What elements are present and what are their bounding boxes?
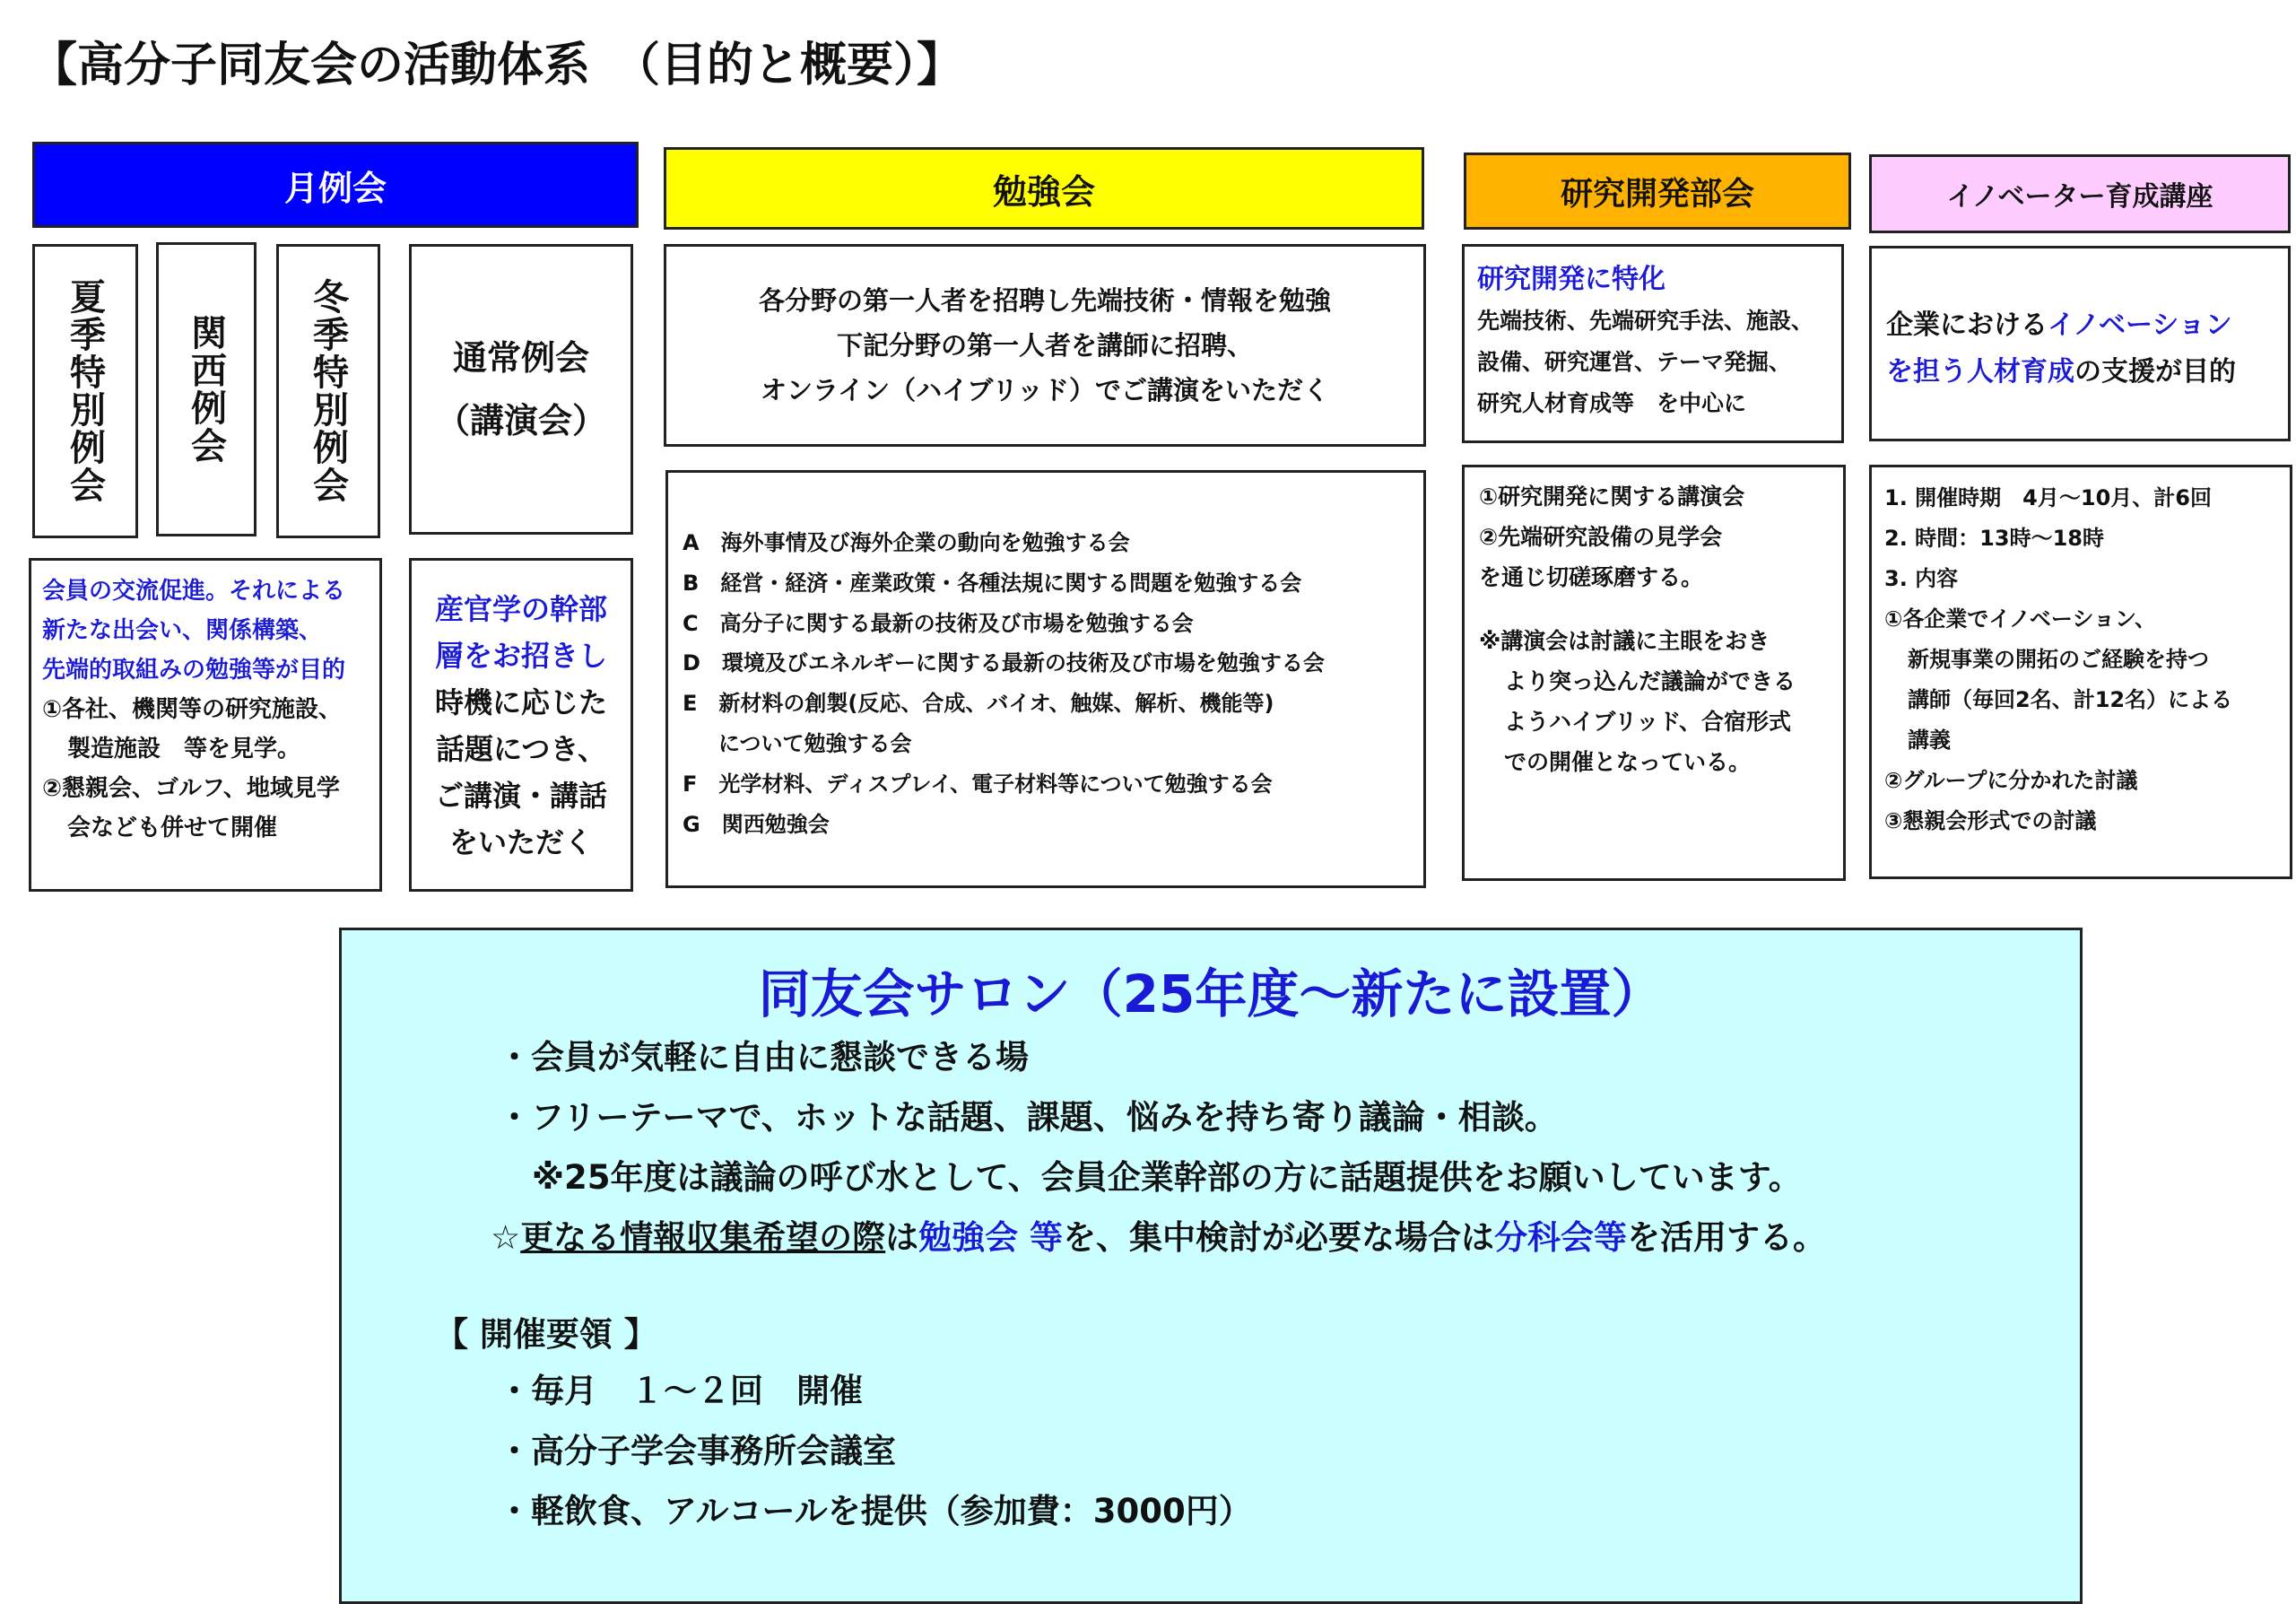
kansai-meeting: 関西例会 [156, 242, 257, 536]
rnd-detail-line2: ②先端研究設備の見学会 [1479, 524, 1723, 550]
innovator-detail-line2: 2. 時間：13時～18時 [1884, 526, 2104, 551]
rnd-desc-box [1462, 244, 1844, 443]
study-desc-line1: 各分野の第一人者を招聘し先端技術・情報を勉強 [758, 285, 1331, 316]
exchange-line1: 会員の交流促進。それによる [42, 578, 346, 605]
innovator-detail-line9: ③懇親会形式での討議 [1884, 808, 2097, 833]
study-desc-box [664, 244, 1426, 447]
summer-special-meeting: 夏季特別例会 [32, 244, 138, 538]
salon-guide-item3: ・軽飲食、アルコールを提供（参加費：3000円） [498, 1492, 1252, 1530]
rnd-desc-line1: 研究開発に特化 [1477, 264, 1665, 295]
lecture-line6: をいただく [448, 825, 593, 859]
salon-bullet-star [491, 1207, 1826, 1268]
innovator-desc-line1a: 企業における [1886, 309, 2048, 341]
lecture-line5: ご講演・講話 [434, 779, 607, 813]
star-icon: ☆ [491, 1218, 521, 1257]
exchange-line3: 先端的取組みの勉強等が目的 [42, 657, 346, 684]
rnd-desc-line3: 設備、研究運営、テーマ発掘、 [1477, 349, 1792, 375]
innovator-detail-line1: 1. 開催時期 4月～10月、計6回 [1884, 485, 2212, 510]
exchange-detail-box [29, 558, 382, 892]
lecture-line1: 産官学の幹部 [434, 592, 607, 626]
innovator-desc-line1 [1886, 302, 2288, 349]
salon-star-text3: を活用する。 [1627, 1218, 1827, 1257]
salon-guide-list [498, 1361, 1252, 1541]
winter-special-meeting: 冬季特別例会 [276, 244, 380, 538]
innovator-detail-line5: 新規事業の開拓のご経験を持つ [1908, 647, 2209, 672]
salon-star-underlined: 更なる情報収集希望の際 [520, 1218, 886, 1257]
innovator-detail-line8: ②グループに分かれた討議 [1884, 768, 2138, 793]
rnd-detail-line6: ようハイブリッド、合宿形式 [1504, 709, 1792, 735]
lecture-line2: 層をお招きし [434, 639, 607, 673]
study-desc-line3: オンライン（ハイブリッド）でご講演をいただく [761, 375, 1329, 405]
study-topic-e: E 新材料の創製(反応、合成、バイオ、触媒、解析、機能等) [683, 691, 1274, 717]
rnd-detail-line4: ※講演会は討議に主眼をおき [1479, 628, 1770, 654]
rnd-desc-line2: 先端技術、先端研究手法、施設、 [1477, 308, 1814, 334]
rnd-detail-line1: ①研究開発に関する講演会 [1479, 484, 1745, 510]
salon-star-subcommittee-link: 分科会等 [1494, 1218, 1628, 1257]
innovator-detail-box [1869, 465, 2292, 879]
monthly-header: 月例会 [32, 142, 639, 228]
regular-meeting-line1: 通常例会 [452, 338, 589, 378]
study-header: 勉強会 [664, 147, 1424, 230]
salon-star-text2: を、集中検討が必要な場合は [1063, 1218, 1495, 1257]
innovator-detail-line7: 講義 [1908, 728, 1951, 753]
exchange-line4: ①各社、機関等の研究施設、 [42, 696, 343, 723]
salon-box [339, 928, 2083, 1604]
innovator-desc-line2a: を担う人材育成 [1886, 356, 2074, 388]
innovator-desc-line2 [1886, 349, 2288, 396]
innovator-detail-line6: 講師（毎回2名、計12名）による [1908, 687, 2233, 712]
salon-guide-item1: ・毎月 １～２回 開催 [498, 1372, 863, 1410]
salon-star-study-link: 勉強会 等 [918, 1218, 1064, 1257]
salon-bullets [491, 1027, 1827, 1268]
study-topic-f: F 光学材料、ディスプレイ、電子材料等について勉強する会 [683, 771, 1273, 797]
rnd-header: 研究開発部会 [1464, 153, 1851, 230]
rnd-desc-line4: 研究人材育成等 を中心に [1477, 390, 1747, 416]
rnd-detail-line7: での開催となっている。 [1504, 749, 1752, 775]
lecture-line3: 時機に応じた [434, 685, 607, 719]
innovator-desc-line1b: イノベーション [2048, 309, 2232, 341]
study-topic-e-cont: について勉強する会 [718, 730, 912, 756]
page-title: 【高分子同友会の活動体系 （目的と概要）】 [30, 39, 964, 92]
rnd-detail-box [1462, 465, 1846, 881]
salon-title: 同友会サロン（25年度～新たに設置） [758, 963, 1664, 1024]
salon-star-text1: は [885, 1218, 919, 1257]
salon-guide-heading: 【 開催要領 】 [435, 1315, 657, 1354]
rnd-detail-line5: より突っ込んだ議論ができる [1504, 668, 1796, 694]
lecture-detail-box [409, 558, 633, 892]
study-topics-box [665, 470, 1426, 888]
innovator-header: イノベーター育成講座 [1869, 154, 2291, 233]
study-topic-b: B 経営・経済・産業政策・各種法規に関する問題を勉強する会 [683, 570, 1302, 596]
innovator-desc-box [1869, 246, 2291, 441]
regular-meeting-line2: （講演会） [435, 401, 606, 440]
study-topic-c: C 高分子に関する最新の技術及び市場を勉強する会 [683, 610, 1194, 636]
regular-meeting [409, 244, 633, 535]
salon-bullet1: ・会員が気軽に自由に懇談できる場 [498, 1038, 1029, 1077]
rnd-detail-line3: を通じ切磋琢磨する。 [1479, 564, 1704, 590]
salon-bullet2: ・フリーテーマで、ホットな話題、課題、悩みを持ち寄り議論・相談。 [498, 1098, 1558, 1137]
exchange-line7: 会なども併せて開催 [67, 815, 278, 841]
study-topic-g: G 関西勉強会 [683, 811, 830, 837]
lecture-line4: 話題につき、 [435, 732, 607, 766]
study-topic-a: A 海外事情及び海外企業の動向を勉強する会 [683, 530, 1130, 555]
exchange-line2: 新たな出会い、関係構築、 [42, 617, 323, 644]
exchange-line6: ②懇親会、ゴルフ、地域見学 [42, 775, 340, 802]
study-topic-d: D 環境及びエネルギーに関する最新の技術及び市場を勉強する会 [683, 650, 1325, 676]
study-desc-line2: 下記分野の第一人者を講師に招聘、 [836, 330, 1253, 361]
innovator-desc-line2b: の支援が目的 [2074, 356, 2236, 388]
exchange-line5: 製造施設 等を見学。 [67, 736, 301, 763]
salon-note: ※25年度は議論の呼び水として、会員企業幹部の方に話題提供をお願いしています。 [532, 1158, 1802, 1197]
innovator-detail-line3: 3. 内容 [1884, 566, 1959, 591]
innovator-detail-line4: ①各企業でイノベーション、 [1884, 606, 2157, 632]
salon-guide-item2: ・高分子学会事務所会議室 [498, 1432, 896, 1470]
